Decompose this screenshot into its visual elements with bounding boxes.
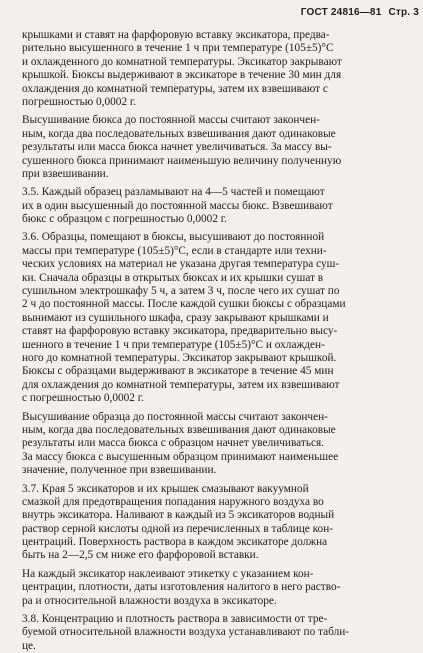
text-line: бюкс с образцом с погрешностью 0,0002 г. (22, 213, 227, 226)
text-line: ным, когда два последовательных взвешивания дают одинаковые (22, 423, 336, 436)
paragraph (22, 29, 404, 109)
text-line: вынимают из сушильного шкафа, сразу закрывают крышками и (22, 311, 329, 324)
text-line: их в один высушенный до постоянной массы бюкс. Взвешивают (22, 199, 333, 212)
text-line: результаты или масса бюкса начнет увеличиваться. За массу вы- (22, 141, 332, 154)
text-line: Бюксы с образцами выдерживают в эксикаторе в течение 45 мин (22, 365, 334, 378)
paragraph (22, 231, 404, 405)
text-line: и охлажденного до комнатной температуры. Эксикатор закрывают (22, 55, 342, 68)
text-line: результаты или масса бюкса с образцом начнет увеличиваться. (22, 437, 325, 450)
paragraph (22, 114, 404, 181)
text-line: сушильном электрошкафу 5 ч, а затем 3 ч, после чего их сушат по (22, 285, 340, 298)
text-line: 3.5. Каждый образец разламывают на 4—5 частей и помещают (22, 186, 325, 199)
text-line: ным, когда два последовательных взвешивания дают одинаковые (22, 127, 336, 140)
text-line: ставят на фарфоровую вставку эксикатора, предварительно высу- (22, 325, 338, 338)
text-line: Высушивание образца до постоянной массы считают закончен- (22, 410, 328, 423)
text-line: при взвешивании. (22, 167, 109, 180)
text-line: 3.8. Концентрацию и плотность раствора в зависимости от тре- (22, 613, 328, 626)
text-line: крышками и ставят на фарфоровую вставку эксикатора, предва- (22, 29, 330, 41)
text-line: буемой относительной влажности воздуха устанавливают по табли- (22, 626, 350, 639)
text-line: 3.7. Края 5 эксикаторов и их крышек смазывают вакуумной (22, 482, 309, 495)
text-line: быть на 2—2,5 см ниже его фарфоровой вставки. (22, 549, 259, 562)
text-line: рительно высушенного в течение 1 ч при температуре (105±5)°С (22, 42, 334, 55)
text-line: ческих условиях на материал не указана другая температура суш- (22, 258, 340, 271)
paragraph (22, 186, 404, 226)
text-line: смазкой для предотвращения попадания наружного воздуха во (22, 495, 324, 508)
text-line: 3.6. Образцы, помещают в бюксы, высушивают до постоянной (22, 231, 325, 244)
text-line: це. (22, 639, 36, 652)
text-line: для охлаждения до комнатной температуры, затем их взвешивают (22, 378, 340, 391)
text-line: На каждый эксикатор наклеивают этикетку с указанием кон- (22, 567, 314, 580)
text-line: внутрь эксикатора. Наливают в каждый из 5 эксикаторов водный (22, 509, 335, 522)
text-line: центраций. Поверхность раствора в каждом эксикаторе должна (22, 536, 328, 549)
paragraph (22, 483, 404, 563)
paragraph (22, 613, 404, 653)
paragraph (22, 568, 404, 608)
text-line: ки. Сначала образцы в открытых бюксах и их крышки сушат в (22, 271, 324, 284)
text-line: раствор серной кислоты одной из перечисленных в таблице кон- (22, 522, 334, 535)
page-header (297, 7, 419, 18)
text-line: шенного в течение 1 ч при температуре (105±5)°С и охлажден- (22, 338, 325, 351)
page-number: Стр. 3 (388, 7, 419, 18)
body-text (22, 29, 404, 653)
text-line: ного до комнатной температуры. Эксикатор закрывают крышкой. (22, 351, 337, 364)
text-line: Высушивание бюкса до постоянной массы считают закончен- (22, 114, 320, 127)
text-line: с погрешностью 0,0002 г. (22, 392, 144, 405)
text-line: За массу бюкса с высушенным образцом принимают наименьшее (22, 450, 339, 463)
text-line: охлаждения до комнатной температуры, затем их взвешивают с (22, 82, 328, 95)
text-line: крышкой. Бюксы выдерживают в эксикаторе в течение 30 мин для (22, 69, 342, 82)
text-line: 2 ч до постоянной массы. После каждой сушки бюксы с образцами (22, 298, 346, 311)
text-line: значение, полученное при взвешивании. (22, 464, 217, 477)
text-line: массы при температуре (105±5)°С, если в стандарте или техни- (22, 244, 327, 257)
paragraph (22, 411, 404, 478)
text-line: сушенного бюкса принимают наименьшую величину полученную (22, 154, 342, 167)
text-line: погрешностью 0,0002 г. (22, 95, 137, 108)
standard-number: ГОСТ 24816—81 (300, 7, 382, 18)
text-line: центрации, плотности, даты изготовления налитого в него раство- (22, 581, 341, 594)
text-line: ра и относительной влажности воздуха в эксикаторе. (22, 594, 277, 607)
